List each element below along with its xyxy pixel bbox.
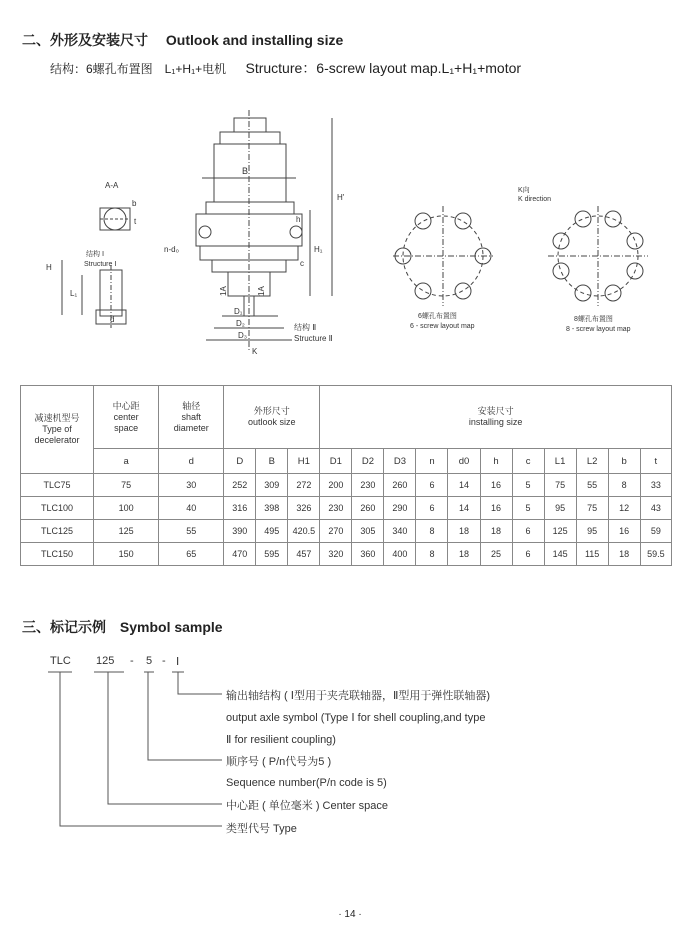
structure-caption-en: Structure：6-screw layout map.L₁+H₁+motor — [245, 60, 522, 76]
dim-h-left: H — [46, 263, 52, 272]
value-cell: 43 — [640, 497, 671, 520]
value-cell: 65 — [159, 543, 224, 566]
table-row — [21, 520, 672, 543]
legend-line-5: Sequence number(P/n code is 5) — [226, 777, 387, 789]
legend-line-1: 输出轴结构 ( Ⅰ型用于夹壳联轴器，Ⅱ型用于弹性联轴器) — [226, 690, 491, 702]
value-cell: 16 — [480, 474, 512, 497]
structure-ii-label: 结构 Ⅱ — [294, 323, 317, 332]
value-cell: 457 — [288, 543, 320, 566]
symbol-cell: L1 — [544, 449, 576, 474]
value-cell: 5 — [512, 474, 544, 497]
value-cell: 400 — [384, 543, 416, 566]
value-cell: 16 — [608, 520, 640, 543]
value-cell: 59.5 — [640, 543, 671, 566]
spec-table — [20, 385, 672, 566]
value-cell: 95 — [576, 520, 608, 543]
value-cell: 100 — [94, 497, 159, 520]
symbol-cell: h — [480, 449, 512, 474]
value-cell: 470 — [224, 543, 256, 566]
symbol-cell: b — [608, 449, 640, 474]
reducer-front-view — [196, 110, 332, 350]
dim-l1: L₁ — [70, 289, 78, 298]
value-cell: 6 — [416, 497, 448, 520]
layout6-label-en: 6 - screw layout map — [410, 323, 475, 330]
value-cell: 260 — [384, 474, 416, 497]
section3-title: 三、标记示例 — [22, 619, 106, 635]
value-cell: 18 — [448, 520, 480, 543]
value-cell: 125 — [544, 520, 576, 543]
legend-line-2: output axle symbol (Type Ⅰ for shell coupling,and type — [226, 712, 486, 724]
section2-title: 二、外形及安装尺寸 — [22, 32, 148, 48]
model-cell: TLC150 — [21, 543, 94, 566]
section-label-aa: A-A — [105, 181, 119, 190]
value-cell: 125 — [94, 520, 159, 543]
value-cell: 33 — [640, 474, 671, 497]
table-row — [21, 474, 672, 497]
structure-i-label: 结构 Ⅰ — [86, 251, 105, 258]
section3-title-en: Symbol sample — [119, 619, 223, 635]
header-model: 减速机型号 Type of decelerator — [21, 386, 94, 474]
structure-i-label-en: Structure Ⅰ — [84, 261, 117, 268]
structure-caption — [50, 58, 521, 78]
value-cell: 30 — [159, 474, 224, 497]
symbol-cell: D1 — [320, 449, 352, 474]
k-direction-zh: K向 — [518, 187, 530, 194]
table-row — [21, 543, 672, 566]
symbol-cell: D2 — [352, 449, 384, 474]
value-cell: 390 — [224, 520, 256, 543]
dim-d: d — [110, 315, 115, 324]
eight-screw-layout — [548, 206, 648, 306]
value-cell: 320 — [320, 543, 352, 566]
value-cell: 59 — [640, 520, 671, 543]
section2-title-en: Outlook and installing size — [165, 32, 344, 48]
value-cell: 6 — [416, 474, 448, 497]
value-cell: 25 — [480, 543, 512, 566]
code-dash-2: - — [162, 655, 166, 667]
value-cell: 18 — [480, 520, 512, 543]
symbol-cell: D3 — [384, 449, 416, 474]
section2-title-row — [22, 30, 343, 50]
value-cell: 270 — [320, 520, 352, 543]
header-shaft-diameter: 轴径 shaft diameter — [159, 386, 224, 449]
technical-drawing — [0, 100, 700, 370]
value-cell: 55 — [159, 520, 224, 543]
model-cell: TLC100 — [21, 497, 94, 520]
value-cell: 40 — [159, 497, 224, 520]
value-cell: 12 — [608, 497, 640, 520]
value-cell: 595 — [256, 543, 288, 566]
value-cell: 18 — [448, 543, 480, 566]
header-installing-size: 安装尺寸 installing size — [320, 386, 672, 449]
symbol-cell: B — [256, 449, 288, 474]
dim-k: K — [252, 347, 258, 356]
value-cell: 95 — [544, 497, 576, 520]
value-cell: 145 — [544, 543, 576, 566]
symbol-cell: c — [512, 449, 544, 474]
value-cell: 309 — [256, 474, 288, 497]
value-cell: 14 — [448, 474, 480, 497]
value-cell: 260 — [352, 497, 384, 520]
legend-line-3: Ⅱ for resilient coupling) — [226, 734, 336, 746]
symbol-cell: t — [640, 449, 671, 474]
value-cell: 495 — [256, 520, 288, 543]
dim-b-width: B — [242, 166, 249, 176]
dim-nd0: n-d₀ — [164, 245, 179, 254]
value-cell: 75 — [576, 497, 608, 520]
dim-t: t — [134, 217, 137, 226]
code-5: 5 — [146, 655, 153, 667]
code-tlc: TLC — [50, 655, 71, 667]
value-cell: 150 — [94, 543, 159, 566]
value-cell: 75 — [94, 474, 159, 497]
model-cell: TLC75 — [21, 474, 94, 497]
symbol-leader-lines — [0, 650, 700, 850]
dim-d1: D₁ — [234, 307, 243, 316]
value-cell: 6 — [512, 520, 544, 543]
header-outlook-size: 外形尺寸 outlook size — [224, 386, 320, 449]
k-direction-en: K direction — [518, 196, 552, 203]
dim-d3: D₃ — [238, 331, 248, 340]
section3-title-row — [22, 617, 223, 637]
legend-line-6: 中心距 ( 单位毫米 ) Center space — [226, 800, 388, 812]
table-body — [21, 474, 672, 566]
table-header-row — [21, 386, 672, 449]
model-cell: TLC125 — [21, 520, 94, 543]
table-symbol-row — [21, 449, 672, 474]
value-cell: 18 — [608, 543, 640, 566]
value-cell: 8 — [608, 474, 640, 497]
dim-h1: H₁ — [314, 245, 323, 254]
value-cell: 55 — [576, 474, 608, 497]
code-dash-1: - — [130, 655, 134, 667]
layout6-label-zh: 6螺孔布置图 — [418, 313, 457, 320]
symbol-cell: L2 — [576, 449, 608, 474]
section-view — [62, 208, 130, 328]
code-structure-i: Ⅰ — [176, 656, 180, 668]
layout8-label-en: 8 - screw layout map — [566, 326, 631, 333]
dim-h-prime: H' — [337, 193, 345, 202]
structure-ii-label-en: Structure Ⅱ — [294, 334, 333, 343]
symbol-cell: a — [94, 449, 159, 474]
header-center-space: 中心距 center space — [94, 386, 159, 449]
value-cell: 5 — [512, 497, 544, 520]
value-cell: 340 — [384, 520, 416, 543]
symbol-cell: n — [416, 449, 448, 474]
structure-caption-zh: 结构：6螺孔布置图 L₁+H₁+电机 — [50, 62, 227, 76]
dim-c: c — [300, 259, 304, 268]
dim-1a-left: 1A — [219, 286, 228, 296]
code-125: 125 — [96, 655, 115, 667]
value-cell: 326 — [288, 497, 320, 520]
symbol-cell: D — [224, 449, 256, 474]
value-cell: 14 — [448, 497, 480, 520]
value-cell: 8 — [416, 543, 448, 566]
layout8-label-zh: 8螺孔布置图 — [574, 316, 613, 323]
value-cell: 230 — [352, 474, 384, 497]
symbol-cell: d — [159, 449, 224, 474]
dim-d2: D₂ — [236, 319, 245, 328]
value-cell: 316 — [224, 497, 256, 520]
value-cell: 16 — [480, 497, 512, 520]
page-number: · 14 · — [338, 909, 362, 920]
value-cell: 252 — [224, 474, 256, 497]
value-cell: 8 — [416, 520, 448, 543]
dim-h-small: h — [296, 215, 301, 224]
value-cell: 200 — [320, 474, 352, 497]
value-cell: 360 — [352, 543, 384, 566]
value-cell: 305 — [352, 520, 384, 543]
symbol-cell: d0 — [448, 449, 480, 474]
legend-line-7: 类型代号 Type — [226, 823, 297, 835]
value-cell: 230 — [320, 497, 352, 520]
value-cell: 6 — [512, 543, 544, 566]
symbol-cell: H1 — [288, 449, 320, 474]
value-cell: 115 — [576, 543, 608, 566]
value-cell: 420.5 — [288, 520, 320, 543]
dim-b: b — [132, 199, 137, 208]
dim-1a-right: 1A — [257, 286, 266, 296]
value-cell: 290 — [384, 497, 416, 520]
table-row — [21, 497, 672, 520]
legend-line-4: 顺序号 ( P/n代号为5 ) — [226, 756, 332, 768]
value-cell: 272 — [288, 474, 320, 497]
six-screw-layout — [393, 206, 493, 306]
value-cell: 75 — [544, 474, 576, 497]
value-cell: 398 — [256, 497, 288, 520]
